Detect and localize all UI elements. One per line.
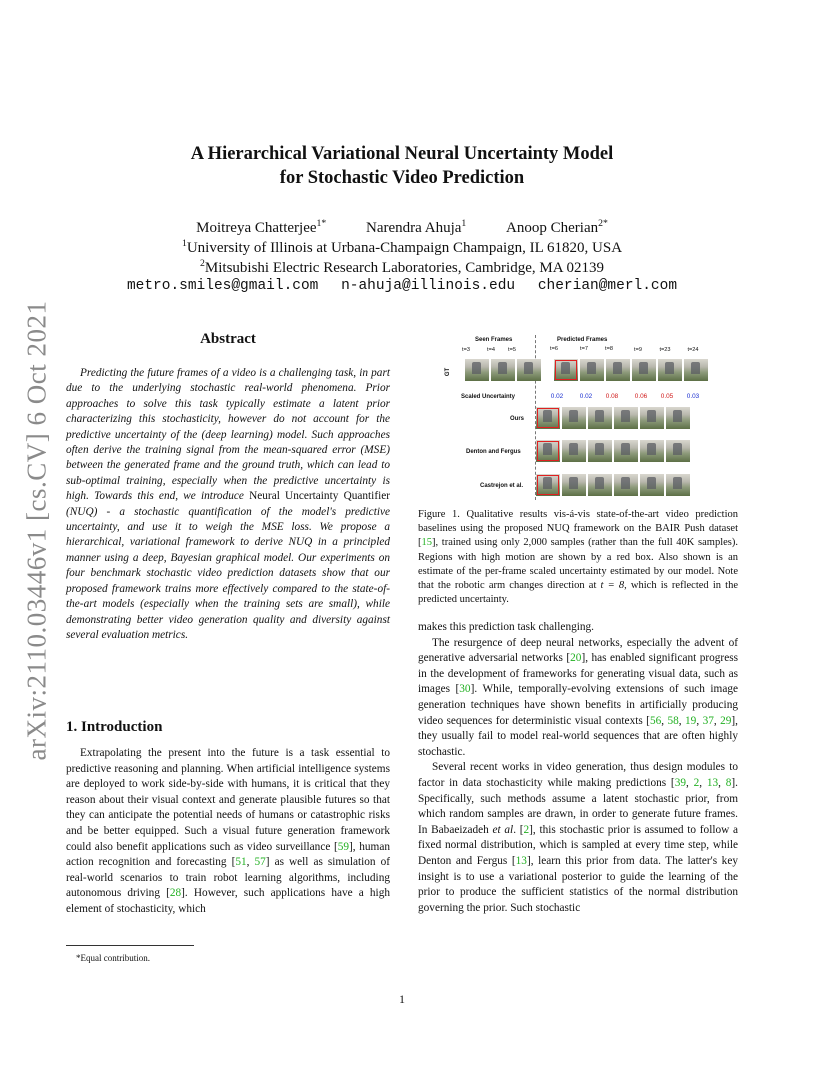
citation-link[interactable]: 2: [523, 823, 530, 836]
citation-link[interactable]: 8: [725, 776, 732, 789]
video-frame: [588, 440, 612, 462]
email: n-ahuja@illinois.edu: [341, 278, 516, 294]
row-label-ours: Ours: [510, 416, 525, 422]
title-line-2: for Stochastic Video Prediction: [279, 168, 525, 188]
author: Moitreya Chatterjee$^{1*}$: [196, 218, 327, 236]
footnote-rule: [66, 945, 194, 946]
citation-link[interactable]: 2: [693, 776, 700, 789]
row-label-castrejon: Castrejon et al.: [480, 483, 524, 489]
author: Narendra Ahuja$^1$: [366, 218, 467, 236]
uncertainty-value: 0.08: [605, 393, 619, 400]
uncertainty-value: 0.02: [550, 393, 564, 400]
citation-link[interactable]: 59: [337, 840, 350, 853]
seen-frames-label: Seen Frames: [475, 337, 513, 343]
time-label: t=23: [659, 347, 671, 353]
email-list: [0, 277, 804, 295]
scaled-uncertainty-label: Scaled Uncertainty: [461, 394, 516, 400]
paragraph: makes this prediction task challenging.: [418, 621, 595, 633]
video-frame: [666, 474, 690, 496]
citation-link[interactable]: 30: [459, 683, 471, 696]
page-number: 1: [399, 992, 405, 1006]
video-frame: [632, 359, 656, 381]
citation-link[interactable]: 15: [421, 537, 432, 549]
email: metro.smiles@gmail.com: [126, 278, 319, 294]
video-frame: [562, 440, 586, 462]
uncertainty-value: 0.02: [579, 393, 593, 400]
affiliation: $^1$University of Illinois at Urbana-Champaign Champaign, IL 61820, USA: [181, 238, 623, 256]
video-frame: [580, 359, 604, 381]
time-label: t=8: [605, 346, 613, 352]
footnote: *Equal contribution.: [76, 953, 150, 963]
video-frame: [640, 440, 664, 462]
video-frame: [640, 407, 664, 429]
introduction-text: Extrapolating the present into the future is a task essential to predictive reasoning and planning. When artificial intelligence systems are deployed to work side-by-side with humans, it is critical that they reason about their visual context and generate plausible futures so that they can anticipate the potential needs of humans or catastrophic risks and be better equipped. Such a visual future generation framework could also benefit applications such as video surveillance [59], human action recognition and forecasting [51, 57] as well as simulation of real-world scenarios to train robot learning algorithms, including autonomous driving [28]. However, such applications have a high element of stochasticity, which: [66, 747, 390, 915]
citation-link[interactable]: 13: [515, 854, 527, 867]
citation-link[interactable]: 19: [685, 714, 697, 727]
video-frame: [517, 359, 541, 381]
citation-link[interactable]: 51: [235, 856, 247, 869]
citation-link[interactable]: 20: [570, 652, 582, 665]
time-label: t=4: [487, 347, 495, 353]
citation-link[interactable]: 28: [169, 887, 182, 900]
gt-label: GT: [445, 367, 452, 377]
citation-link[interactable]: 57: [254, 856, 266, 869]
video-frame: [614, 440, 638, 462]
gt-frame-row: [465, 359, 710, 381]
time-label: t=9: [634, 347, 642, 353]
citation-link[interactable]: 39: [674, 776, 686, 789]
citation-link[interactable]: 13: [706, 776, 719, 789]
denton-fergus-frame-row: [536, 440, 692, 462]
video-frame: [640, 474, 664, 496]
time-label: t=5: [508, 347, 516, 353]
abstract-text: Predicting the future frames of a video is a challenging task, in part due to the underlying stochastic real-world phenomena. Prior approaches to solve this task typically estimate a latent prior characterizing this stochasticity, however do not account for the predictive uncertainty of the (deep learning) model. Such approaches often derive the training signal from the mean-squared error (MSE) between the generated frame and the ground truth, which can lead to sub-optimal training, especially when the predictive uncertainty is high. Towards this end, we introduce Neural Uncertainty Quantifier (NUQ) - a stochastic quantification of the model's predictive uncertainty, and use it to weigh the MSE loss. We propose a hierarchical, variational framework to derive NUQ in a principled manner using a deep, Bayesian graphical model. Our experiments on four benchmark stochastic video prediction datasets show that our proposed framework trains more effectively compared to the state-of-the-art models (especially when the training sets are small), while demonstrating better video generation quality and diversity against several evaluation metrics.: [66, 367, 390, 641]
paper-title: [0, 142, 804, 190]
email: cherian@merl.com: [537, 278, 678, 294]
video-frame: [614, 407, 638, 429]
uncertainty-value: 0.06: [634, 393, 648, 400]
video-frame: [536, 440, 560, 462]
abstract-heading: Abstract: [200, 331, 256, 347]
video-frame: [666, 440, 690, 462]
castrejon-frame-row: [536, 474, 692, 496]
paragraph: The resurgence of deep neural networks, especially the advent of generative adversarial networks [20], has enabled significant progress in the development of frameworks for generating visual data, such as images [30]. While, temporally-evolving extensions of such image generation techniques have shown benefits in artificially producing video sequences for deterministic visual contexts [56, 58, 19, 37, 29], they usually fail to model real-world sequences that are often highly stochastic.: [418, 636, 739, 758]
figure-1-caption: Figure 1. Qualitative results vis-á-vis state-of-the-art video prediction baselines using the proposed NUQ framework on the BAIR Push dataset [15], trained using only 2,000 samples (rather than the full 40K samples). Regions with high motion are shown by a red box. Also shown is an estimate of the per-frame scaled uncertainty estimated by our model. Note that the robotic arm changes direction at t = 8, which is reflected in the predicted uncertainty.: [418, 509, 738, 606]
citation-link[interactable]: 56: [649, 714, 662, 727]
row-label-denton-fergus: Denton and Fergus: [466, 449, 521, 455]
video-frame: [562, 407, 586, 429]
time-label: t=7: [580, 346, 588, 352]
title-line-1: A Hierarchical Variational Neural Uncertainty Model: [190, 144, 614, 164]
citation-link[interactable]: 29: [720, 714, 732, 727]
section-heading-introduction: 1. Introduction: [66, 719, 163, 735]
video-frame: [684, 359, 708, 381]
author-list: [0, 218, 804, 238]
right-column-text: [418, 620, 738, 916]
uncertainty-value: 0.03: [686, 393, 700, 400]
affiliation: $^2$Mitsubishi Electric Research Laboratories, Cambridge, MA 02139: [200, 258, 604, 276]
video-frame: [491, 359, 515, 381]
citation-link[interactable]: 58: [667, 714, 679, 727]
video-frame: [588, 407, 612, 429]
video-frame: [554, 359, 578, 381]
figure-1: [442, 335, 742, 503]
video-frame: [562, 474, 586, 496]
author: Anoop Cherian$^{2*}$: [506, 218, 608, 236]
video-frame: [465, 359, 489, 381]
video-frame: [614, 474, 638, 496]
video-frame: [588, 474, 612, 496]
video-frame: [536, 474, 560, 496]
citation-link[interactable]: 37: [702, 714, 714, 727]
ours-frame-row: [536, 407, 692, 429]
arxiv-identifier: arXiv:2110.03446v1 [cs.CV] 6 Oct 2021: [21, 300, 52, 760]
video-frame: [658, 359, 682, 381]
video-frame: [666, 407, 690, 429]
uncertainty-value: 0.05: [660, 393, 674, 400]
time-label: t=3: [462, 347, 470, 353]
video-frame: [536, 407, 560, 429]
time-label: t=6: [550, 346, 558, 352]
video-frame: [606, 359, 630, 381]
paragraph: Several recent works in video generation, thus design modules to factor in data stochasticity while making predictions [39, 2, 13, 8]. Specifically, such methods assume a latent stochastic prior, from which random samples are drawn, in order to generate future frames. In Babaeizadeh et al. [2], this stochastic prior is assumed to follow a fixed normal distribution, which is sampled at every time step, while Denton and Fergus [13], learn this prior from data. The latter's key insight is to use a variational posterior to guide the learning of the prior to produce the sufficient statistics of the normal distribution governing the prior. Such stochastic: [418, 761, 739, 914]
predicted-frames-label: Predicted Frames: [557, 337, 608, 343]
time-label: t=24: [687, 347, 699, 353]
